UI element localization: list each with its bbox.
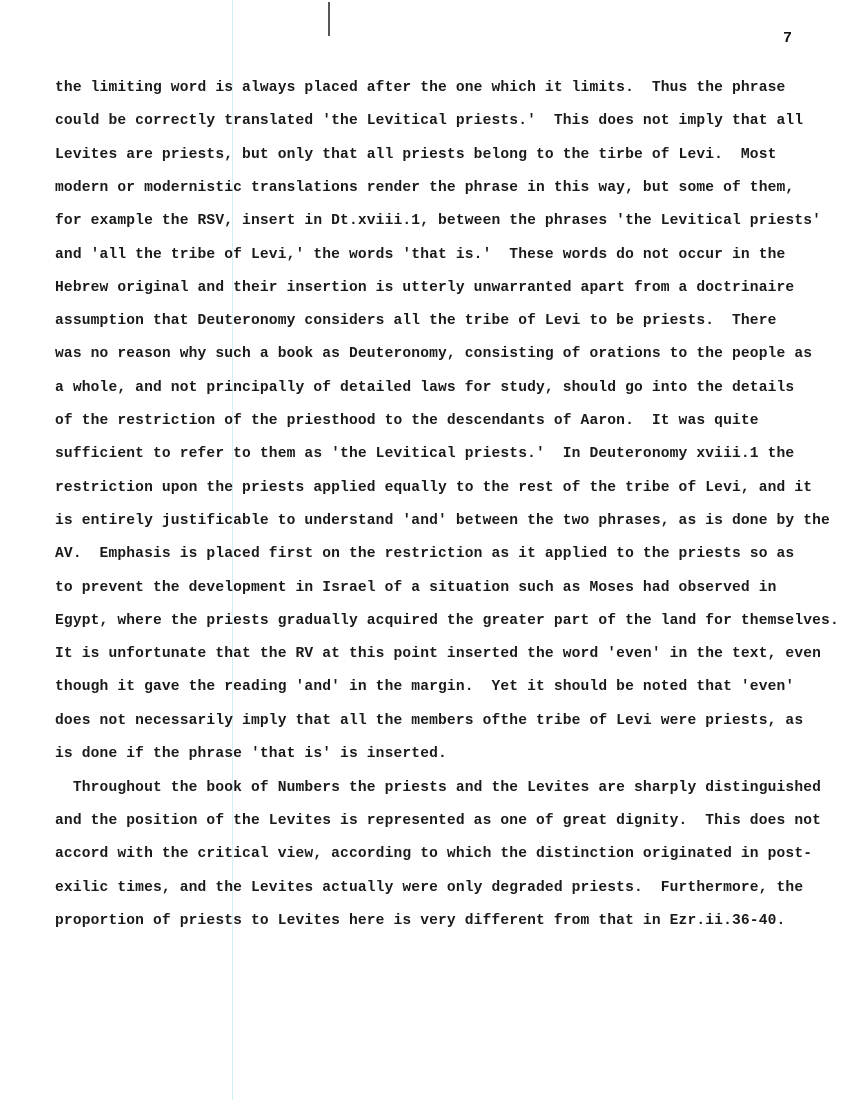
text-line: proportion of priests to Levites here is very different from that in Ezr.ii.36-40. (55, 913, 786, 929)
text-line: of the restriction of the priesthood to the descendants of Aaron. It was quite (55, 413, 759, 429)
text-line: Egypt, where the priests gradually acquired the greater part of the land for themselves. (55, 612, 839, 629)
text-line: AV. Emphasis is placed first on the restriction as it applied to the priests so as (55, 546, 795, 563)
text-line: Levites are priests, but only that all priests belong to the tirbe of Levi. Most (55, 146, 777, 163)
page-number: 7 (783, 30, 793, 47)
text-line: Throughout the book of Numbers the priests and the Levites are sharply distinguished (55, 779, 822, 796)
text-line: modern or modernistic translations render the phrase in this way, but some of them, (55, 179, 795, 196)
text-line: sufficient to refer to them as 'the Levitical priests.' In Deuteronomy xviii.1 the (55, 446, 795, 463)
text-line: It is unfortunate that the RV at this point inserted the word 'even' in the text, even (55, 646, 822, 663)
text-line: though it gave the reading 'and' in the margin. Yet it should be noted that 'even' (55, 679, 795, 696)
text-line: accord with the critical view, according to which the distinction originated in post- (55, 846, 813, 863)
text-line: Hebrew original and their insertion is utterly unwarranted apart from a doctrinaire (55, 279, 795, 296)
scan-mark (328, 2, 330, 36)
text-line: does not necessarily imply that all the members ofthe tribe of Levi were priests, as (55, 712, 804, 729)
text-line: the limiting word is always placed after the one which it limits. Thus the phrase (55, 80, 786, 96)
text-line: for example the RSV, insert in Dt.xviii.1, between the phrases 'the Levitical priests' (55, 213, 822, 230)
text-line: could be correctly translated 'the Levitical priests.' This does not imply that all (55, 113, 804, 130)
text-line: a whole, and not principally of detailed laws for study, should go into the details (55, 379, 795, 396)
text-line: was no reason why such a book as Deuteronomy, consisting of orations to the people as (55, 346, 813, 363)
text-line: is entirely justificable to understand 'and' between the two phrases, as is done by the (55, 512, 830, 529)
text-line: is done if the phrase 'that is' is inserted. (55, 746, 447, 762)
text-line: exilic times, and the Levites actually were only degraded priests. Furthermore, the (55, 879, 804, 896)
text-line: assumption that Deuteronomy considers all the tribe of Levi to be priests. There (55, 313, 777, 330)
text-line: and 'all the tribe of Levi,' the words 'that is.' These words do not occur in the (55, 246, 786, 263)
text-line: and the position of the Levites is represented as one of great dignity. This does not (55, 813, 822, 830)
text-line: to prevent the development in Israel of a situation such as Moses had observed in (55, 579, 777, 596)
text-line: restriction upon the priests applied equally to the rest of the tribe of Levi, and it (55, 479, 813, 496)
